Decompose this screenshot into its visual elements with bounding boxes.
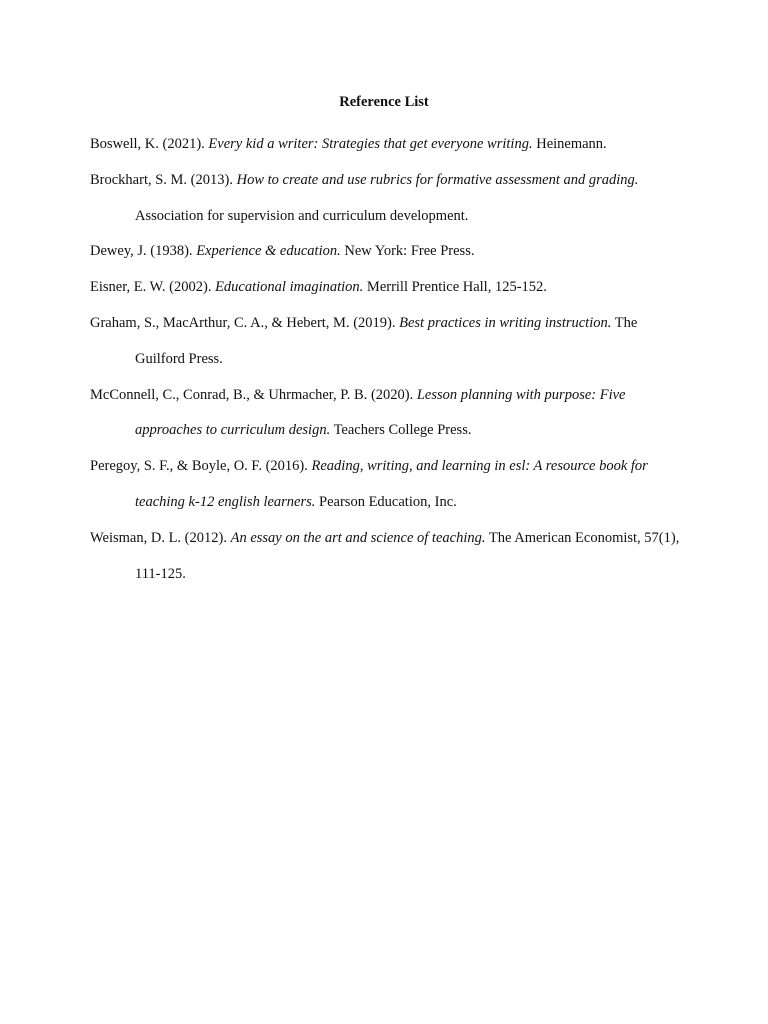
- reference-entry: [90, 521, 690, 593]
- reference-title: Educational imagination.: [215, 279, 364, 296]
- reference-entry: [90, 127, 690, 163]
- reference-publisher: Pearson Education, Inc.: [315, 493, 457, 510]
- reference-publisher: Heinemann.: [532, 136, 607, 152]
- reference-authors-year: Boswell, K. (2021).: [90, 136, 209, 152]
- reference-authors-year: Brockhart, S. M. (2013).: [90, 171, 237, 188]
- reference-entry: [90, 234, 690, 270]
- reference-authors-year: Eisner, E. W. (2002).: [90, 279, 216, 296]
- reference-publisher: The Guilford Press.: [135, 314, 638, 367]
- reference-authors-year: Peregoy, S. F., & Boyle, O. F. (2016).: [90, 458, 312, 475]
- reference-entry: [90, 449, 690, 521]
- reference-authors-year: Weisman, D. L. (2012).: [90, 529, 231, 546]
- reference-authors-year: Graham, S., MacArthur, C. A., & Hebert, M. (2019).: [90, 314, 400, 331]
- reference-publisher: New York: Free Press.: [340, 243, 475, 260]
- reference-publisher: Association for supervision and curriculum development.: [135, 207, 469, 224]
- reference-title: An essay on the art and science of teaching.: [230, 529, 486, 546]
- reference-publisher: The American Economist, 57(1), 111-125.: [135, 529, 680, 582]
- reference-authors-year: McConnell, C., Conrad, B., & Uhrmacher, P. B. (2020).: [90, 386, 417, 403]
- reference-entry: [90, 306, 690, 378]
- reference-publisher: Teachers College Press.: [330, 422, 472, 439]
- reference-entry: [90, 270, 690, 306]
- reference-list: [90, 127, 690, 592]
- reference-title: Lesson planning with purpose: Five approaches to curriculum design.: [135, 386, 626, 439]
- reference-title: Reading, writing, and learning in esl: A resource book for teaching k-12 english learners.: [135, 458, 648, 510]
- reference-title: Best practices in writing instruction.: [399, 314, 612, 331]
- page-title: Reference List: [339, 94, 429, 110]
- reference-authors-year: Dewey, J. (1938).: [90, 243, 197, 260]
- reference-title: Experience & education.: [196, 243, 341, 260]
- reference-title: Every kid a writer: Strategies that get everyone writing.: [208, 136, 533, 152]
- reference-publisher: Merrill Prentice Hall, 125-152.: [363, 279, 547, 296]
- reference-entry: [90, 163, 690, 235]
- reference-entry: [90, 378, 690, 450]
- reference-title: How to create and use rubrics for formative assessment and grading.: [236, 171, 639, 188]
